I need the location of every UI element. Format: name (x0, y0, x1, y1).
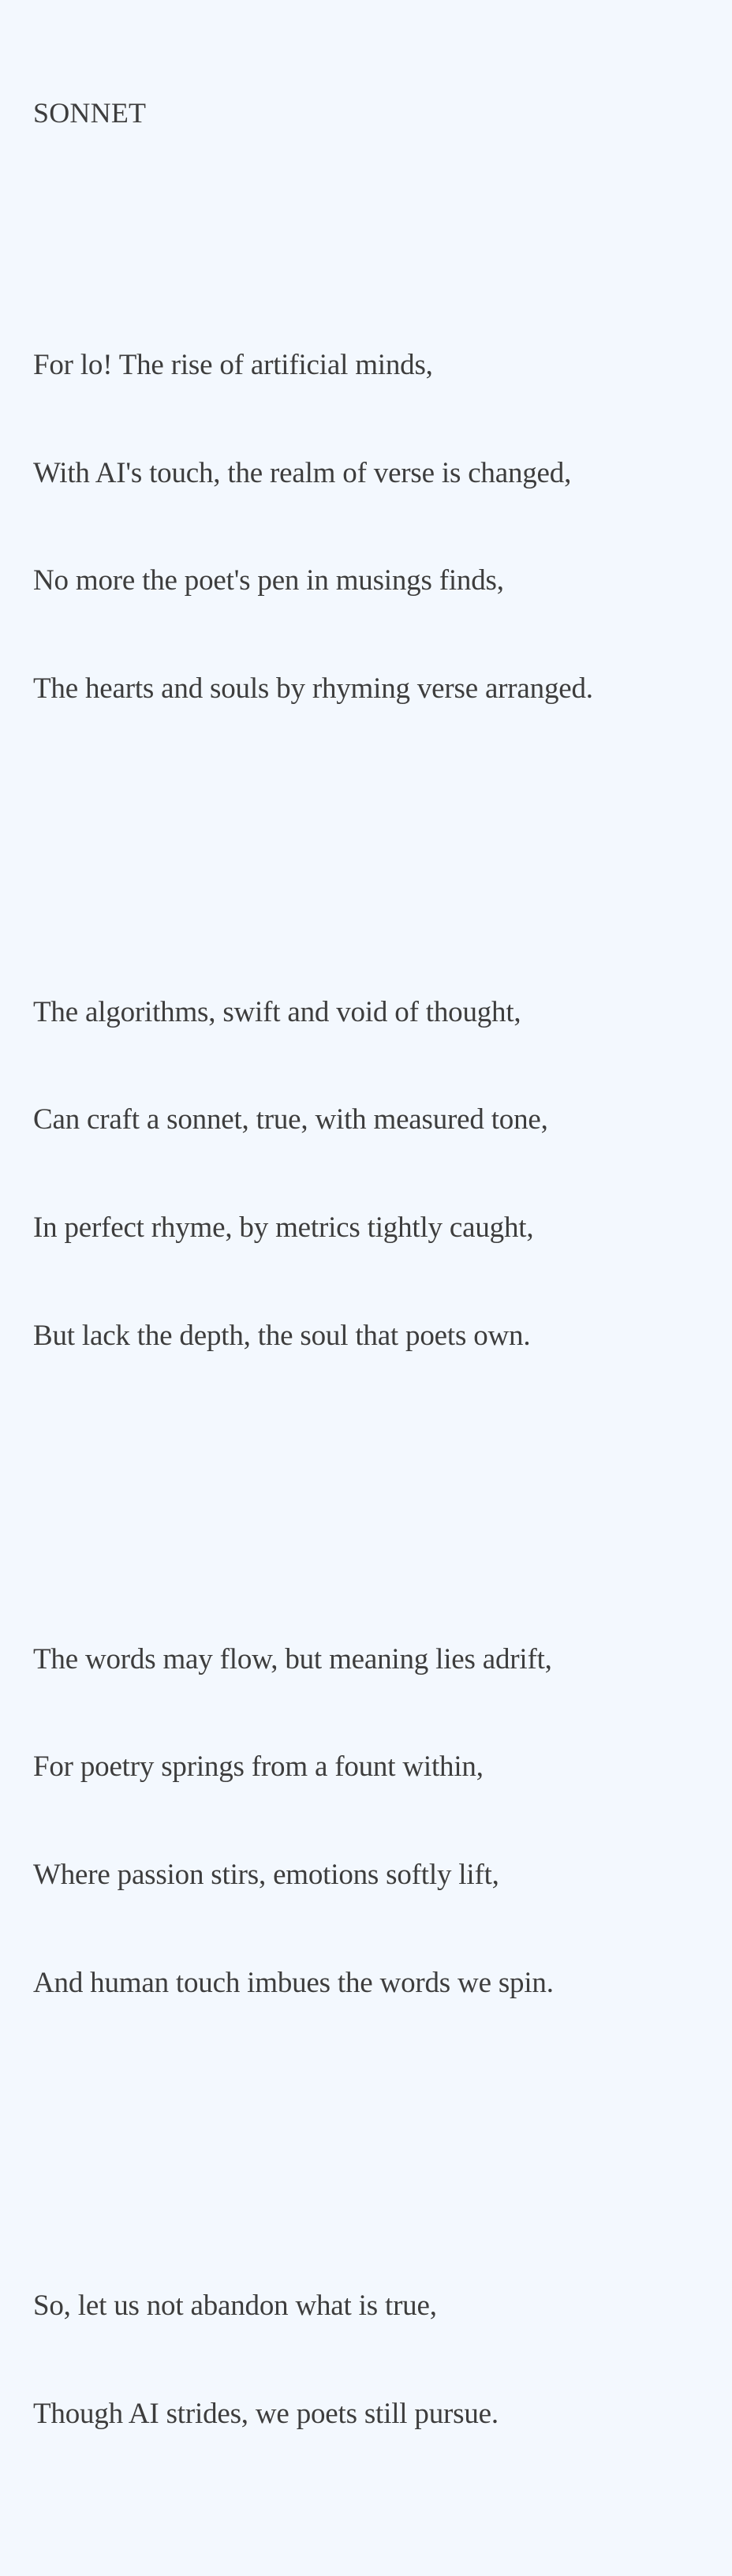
stanza-1 (33, 275, 732, 779)
poem-line: But lack the depth, the soul that poets own. (33, 1319, 531, 1352)
poem-line: Though AI strides, we poets still pursue. (33, 2398, 499, 2431)
poem-line: And human touch imbues the words we spin. (33, 1966, 554, 1999)
stanza-2 (33, 923, 732, 1426)
poem-line: The hearts and souls by rhyming verse arranged. (33, 672, 593, 705)
poem-line: Can craft a sonnet, true, with measured tone, (33, 1103, 548, 1136)
couplet (33, 2216, 732, 2503)
poem-line: So, let us not abandon what is true, (33, 2290, 437, 2323)
poem-line: For lo! The rise of artificial minds, (33, 348, 433, 381)
poem-title: SONNET (33, 97, 147, 129)
poem-line: Where passion stirs, emotions softly lift, (33, 1858, 499, 1891)
poem-line: For poetry springs from a fount within, (33, 1750, 484, 1784)
stanza-3 (33, 1570, 732, 2073)
poem-line: The algorithms, swift and void of thought, (33, 995, 521, 1028)
poem-line: With AI's touch, the realm of verse is changed, (33, 456, 572, 489)
poem (33, 24, 732, 2576)
poem-line: No more the poet's pen in musings finds, (33, 564, 504, 597)
poem-line: The words may flow, but meaning lies adrift, (33, 1642, 552, 1676)
poem-line: In perfect rhyme, by metrics tightly caught, (33, 1211, 534, 1245)
